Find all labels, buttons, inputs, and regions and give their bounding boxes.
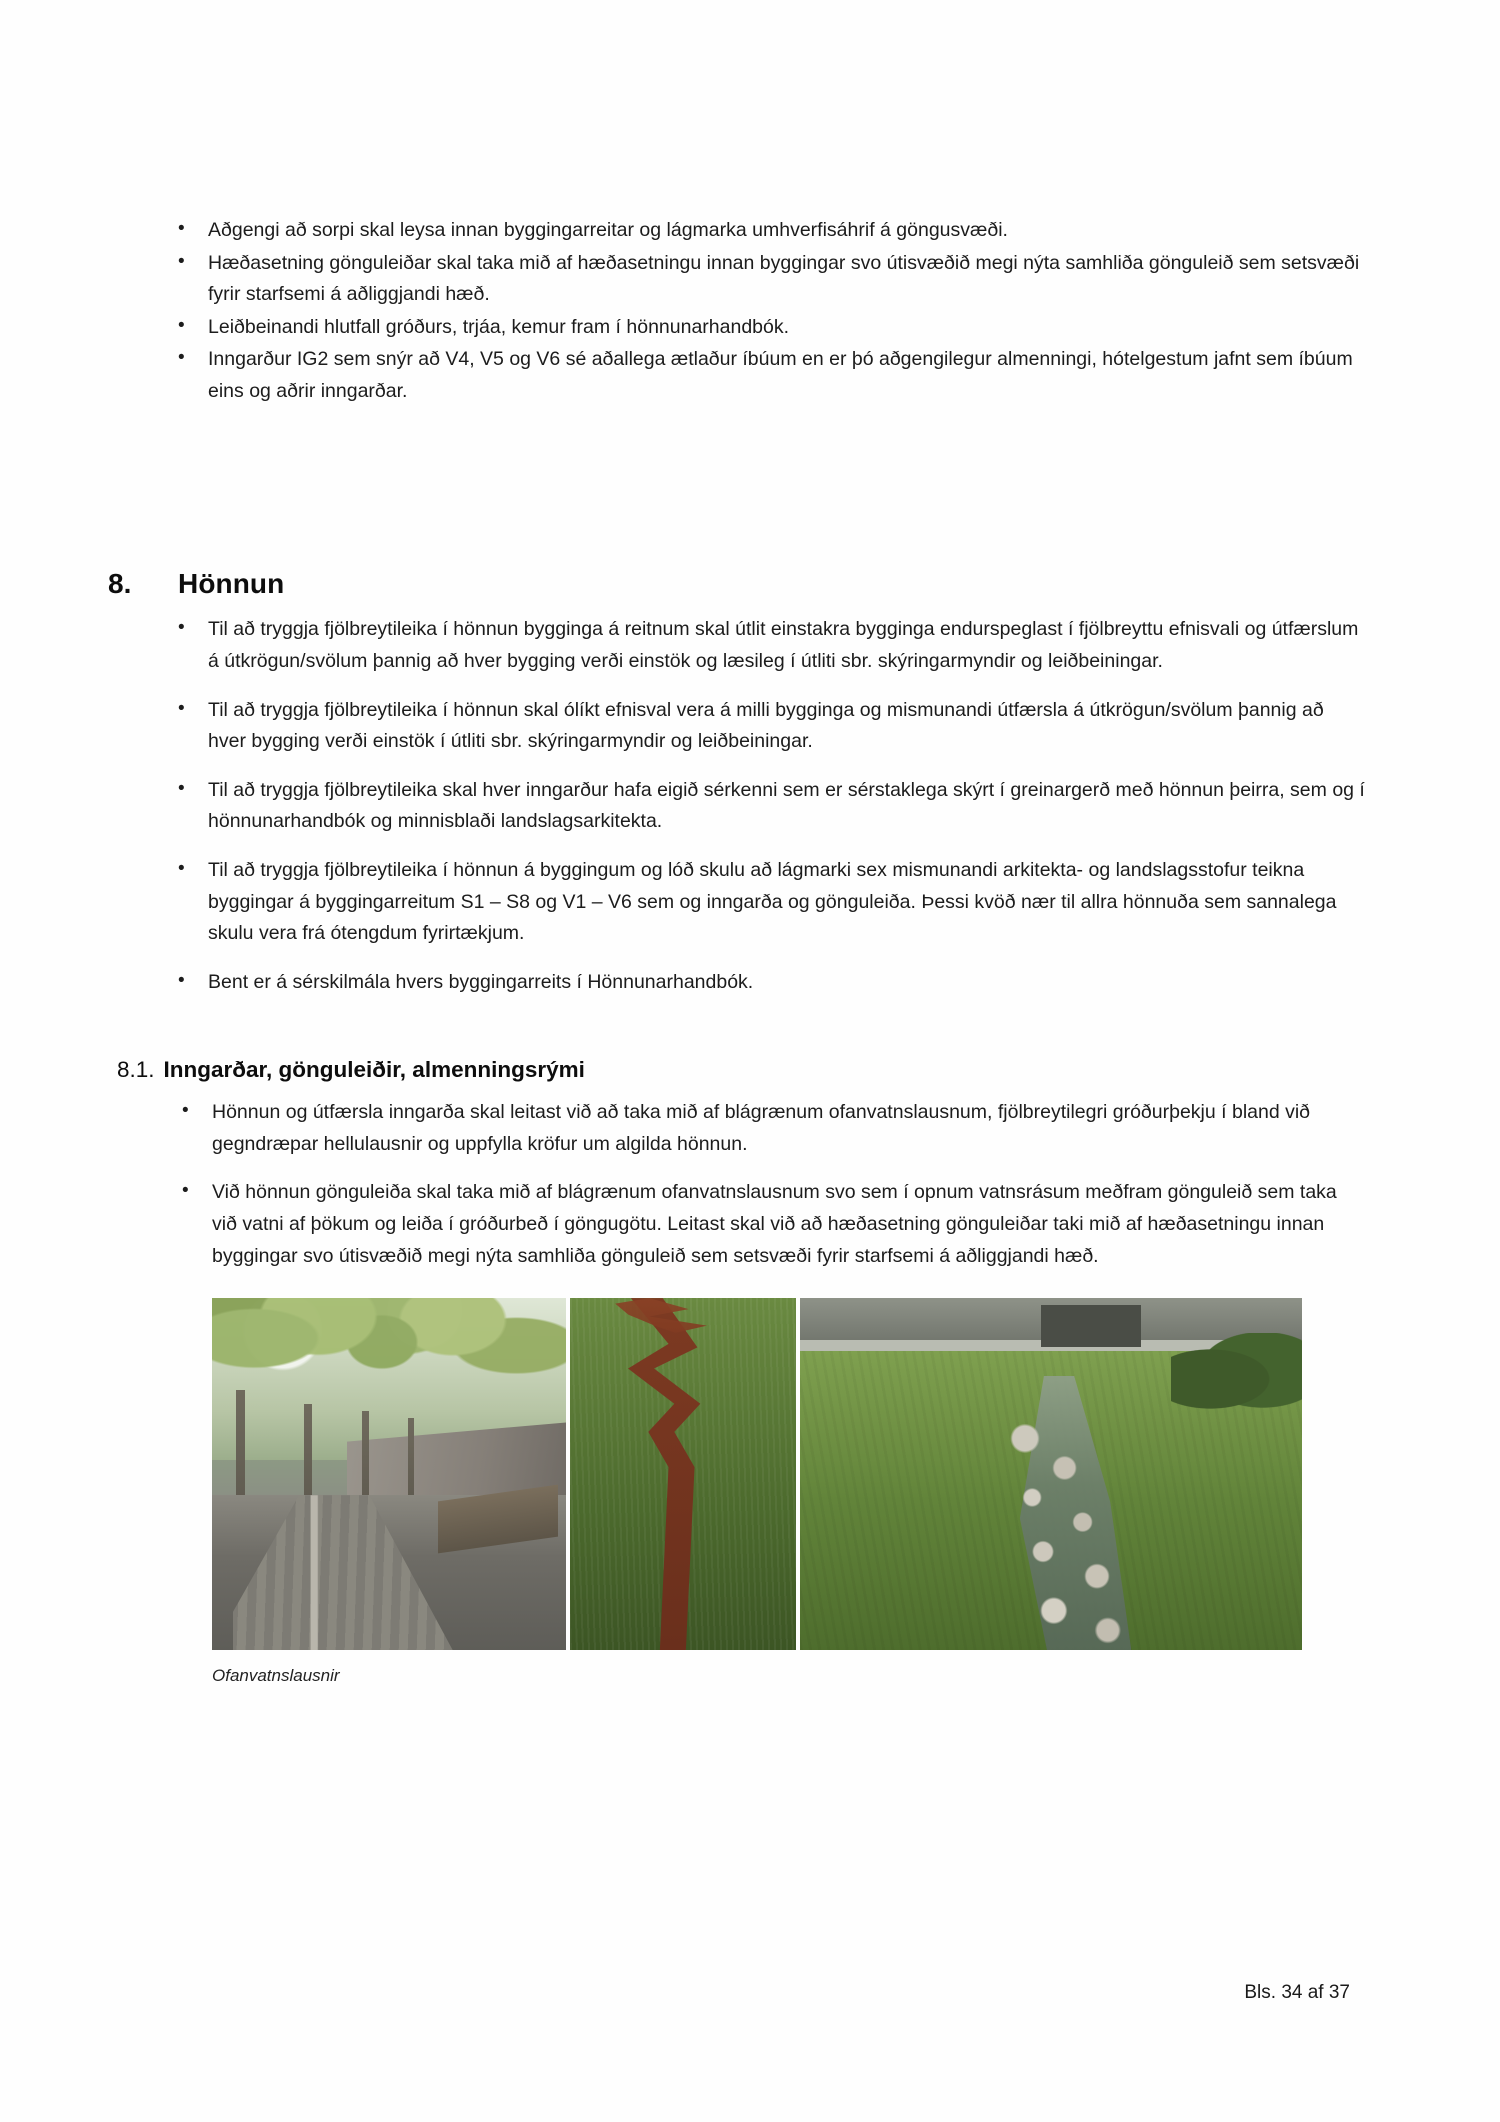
page-content: [108, 215, 1365, 1686]
list-item: • Leiðbeinandi hlutfall gróðurs, trjáa, kemur fram í hönnunarhandbók.: [150, 312, 1365, 344]
subsection-number: 8.1.: [117, 1057, 155, 1083]
top-bullet-list: [150, 215, 1365, 407]
list-item: • Bent er á sérskilmála hvers byggingarreits í Hönnunarhandbók.: [150, 967, 1365, 999]
shed-structure: [1041, 1305, 1141, 1347]
list-item: • Við hönnun gönguleiða skal taka mið af blágrænum ofanvatnslausnum svo sem í opnum vatnsrásum meðfram gönguleið sem taka við vatni af þökum og leiða í gróðurbeð í göngugötu. Leitast skal við að hæðasetning gönguleiðar taki mið af hæðasetningu innan byggingar svo útisvæðið megi nýta samhliða gönguleið sem setsvæði fyrir starfsemi á aðliggjandi hæð.: [150, 1177, 1365, 1272]
list-item: • Til að tryggja fjölbreytileika í hönnun bygginga á reitnum skal útlit einstakra bygginga endurspeglast í fjölbreyttu efnisvali og útfærslum á útkrögun/svölum þannig að hver bygging verði einstök og læsileg í útliti sbr. skýringarmyndir og leiðbeiningar.: [150, 614, 1365, 677]
page-footer: Bls. 34 af 37: [1244, 1982, 1350, 2003]
spacer: [150, 1083, 1365, 1097]
list-item: • Inngarður IG2 sem snýr að V4, V5 og V6 sé aðallega ætlaður íbúum en er þó aðgengilegur almenningi, hótelgestum jafnt sem íbúum eins og aðrir inngarðar.: [150, 344, 1365, 407]
list-item: • Til að tryggja fjölbreytileika skal hver inngarður hafa eigið sérkenni sem er sérstaklega skýrt í greinargerð með hönnun þeirra, sem og í hönnunarhandbók og minnisblaði landslagsarkitekta.: [150, 775, 1365, 838]
spacer: [150, 408, 1365, 568]
section-heading-8-1: [117, 1057, 1365, 1083]
list-item: • Til að tryggja fjölbreytileika í hönnun skal ólíkt efnisval vera á milli bygginga og mismunandi útfærsla á útkrögun/svölum þannig að hver bygging verði einstök í útliti sbr. skýringarmyndir og leiðbeiningar.: [150, 695, 1365, 758]
photo-row: [212, 1298, 1302, 1650]
list-item: • Aðgengi að sorpi skal leysa innan byggingarreitar og lágmarka umhverfisáhrif á göngusvæði.: [150, 215, 1365, 247]
section-heading-8: [108, 568, 1365, 600]
bushes: [1171, 1333, 1302, 1425]
spacer: [150, 1015, 1365, 1057]
figure-caption: Ofanvatnslausnir: [212, 1666, 340, 1686]
section8-bullet-list: [150, 614, 1365, 998]
figure-ofanvatnslausnir: [212, 1298, 1302, 1686]
section81-bullet-list: [150, 1097, 1365, 1272]
stream-rocks: [971, 1404, 1152, 1650]
tree-lined-alley-photo: [212, 1298, 566, 1650]
section-number: 8.: [108, 568, 132, 600]
rusty-zigzag-channel-photo: [570, 1298, 796, 1650]
list-item: • Hæðasetning gönguleiðar skal taka mið af hæðasetningu innan byggingar svo útisvæðið megi nýta samhliða gönguleið sem setsvæði fyrir starfsemi á aðliggjandi hæð.: [150, 248, 1365, 311]
subsection-title: Inngarðar, gönguleiðir, almenningsrými: [163, 1057, 585, 1083]
spacer: [150, 600, 1365, 614]
section-title: Hönnun: [178, 568, 285, 600]
list-item: • Til að tryggja fjölbreytileika í hönnun á byggingum og lóð skulu að lágmarki sex mismunandi arkitekta- og landslagsstofur teikna byggingar á byggingarreitum S1 – S8 og V1 – V6 sem og inngarða og gönguleiða. Þessi kvöð nær til allra hönnuða sem sannalega skulu vera frá ótengdum fyrirtækjum.: [150, 855, 1365, 950]
list-item: • Hönnun og útfærsla inngarða skal leitast við að taka mið af blágrænum ofanvatnslausnum, fjölbreytilegri gróðurþekju í bland við gegndræpar hellulausnir og uppfylla kröfur um algilda hönnun.: [150, 1097, 1365, 1160]
grass-swale-stream-photo: [800, 1298, 1302, 1650]
